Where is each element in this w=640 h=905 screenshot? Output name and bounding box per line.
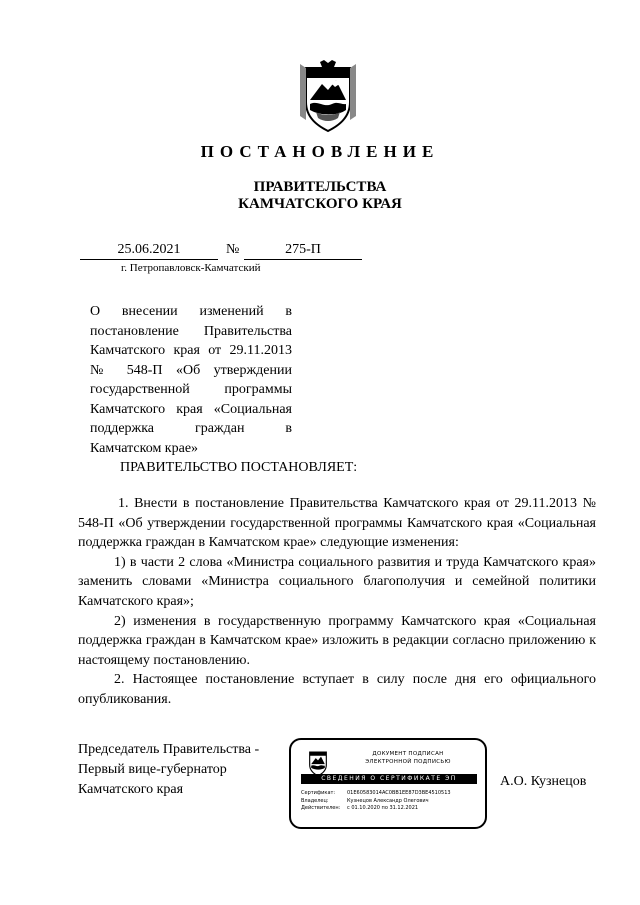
paragraph-1-item-2: 2) изменения в государственную программу Камчатского края «Социальная поддержка граждан в Камчатском крае» изложить в редакции согласно приложению к настоящему постановлению. <box>78 613 596 668</box>
paragraph-1: 1. Внести в постановление Правительства Камчатского края от 29.11.2013 № 548-П «Об утверждении государственной программы Камчатского края «Социальная поддержка граждан в Камчатском крае» следующие изменения: <box>78 496 596 551</box>
decree-heading: ПРАВИТЕЛЬСТВО ПОСТАНОВЛЯЕТ: <box>120 460 358 475</box>
document-city: г. Петропавловск-Камчатский <box>121 262 261 274</box>
coat-of-arms-icon <box>306 749 330 777</box>
document-date: 25.06.2021 <box>80 242 218 260</box>
issuing-body-line-1: ПРАВИТЕЛЬСТВА <box>253 179 387 195</box>
document-number: 275-П <box>244 242 362 260</box>
stamp-value: Кузнецов Александр Олегович <box>347 797 429 804</box>
stamp-value: с 01.10.2020 по 31.12.2021 <box>347 805 419 811</box>
number-sign: № <box>226 242 240 257</box>
position-line: Первый вице-губернатор <box>78 762 227 777</box>
document-type-title: ПОСТАНОВЛЕНИЕ <box>200 142 440 161</box>
subject-line: государственной программы <box>90 382 292 397</box>
stamp-header <box>333 750 483 766</box>
subject-line: Камчатского края от 29.11.2013 <box>90 343 292 358</box>
stamp-label: Владелец: <box>301 797 329 804</box>
paragraph-2: 2. Настоящее постановление вступает в силу после дня его официального опубликования. <box>78 672 596 707</box>
signatory-position <box>78 740 259 800</box>
subject-line: О внесении изменений в <box>90 304 292 319</box>
document-body <box>78 494 596 710</box>
issuing-body-line-2: КАМЧАТСКОГО КРАЯ <box>238 196 402 212</box>
subject-line: Камчатского края «Социальная <box>90 401 292 417</box>
position-line: Камчатского края <box>78 782 184 797</box>
coat-of-arms-icon <box>298 60 358 134</box>
stamp-header-line: ДОКУМЕНТ ПОДПИСАН <box>372 751 444 757</box>
document-subject <box>90 302 292 458</box>
subject-line: Камчатском крае» <box>90 440 199 456</box>
stamp-details <box>301 790 481 813</box>
signatory-name: А.О. Кузнецов <box>500 774 587 789</box>
subject-line: № 548-П «Об утверждении <box>90 362 292 378</box>
stamp-label: Действителен: <box>301 805 341 811</box>
stamp-certificate-bar: СВЕДЕНИЯ О СЕРТИФИКАТЕ ЭП <box>301 774 477 784</box>
subject-line: постановление Правительства <box>90 323 292 339</box>
stamp-value: 01E60583014AC0BB1EE87D3BE4510513 <box>347 790 451 796</box>
stamp-label: Сертификат: <box>301 790 336 796</box>
stamp-row-certificate <box>301 790 481 798</box>
subject-line: поддержка граждан в <box>90 421 292 436</box>
paragraph-1-item-1: 1) в части 2 слова «Министра социального развития и труда Камчатского края» заменить словами «Министра социального благополучия и семейной политики Камчатского края»; <box>78 554 596 609</box>
electronic-signature-stamp <box>289 738 487 829</box>
stamp-header-line: ЭЛЕКТРОННОЙ ПОДПИСЬЮ <box>365 759 451 765</box>
stamp-row-owner <box>301 798 481 806</box>
position-line: Председатель Правительства - <box>78 742 260 757</box>
stamp-row-validity <box>301 805 481 813</box>
